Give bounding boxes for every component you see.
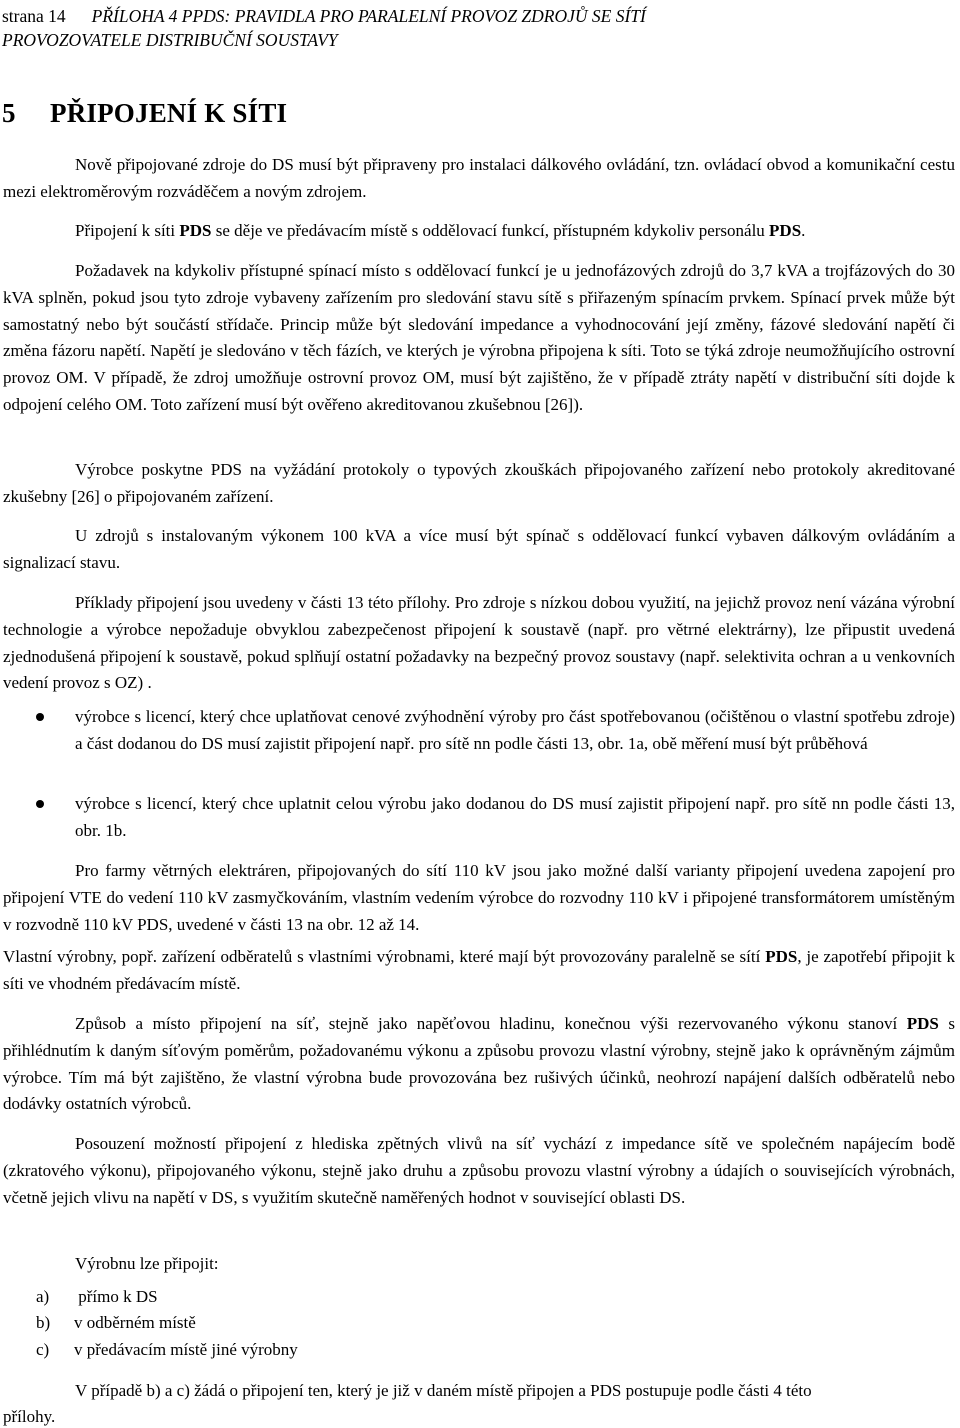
- bullet-icon: [36, 800, 44, 808]
- list-item: [36, 1337, 298, 1363]
- page-header: [2, 4, 646, 52]
- option-label: c): [36, 1340, 50, 1359]
- paragraph-examples: Příklady připojení jsou uvedeny v části 13 této přílohy. Pro zdroje s nízkou dobou využití, na jejichž provoz není vázána výrobní technologie a výrobce nepožaduje obvyklou zabezpečenost připojení k soustavě (např. pro větrné elektrárny), lze připustit uvedená zjednodušená připojení k soustavě, pokud splňují ostatní požadavky na bezpečný provoz soustavy (např. selektivita ochran a u venkovních vedení provoz s OZ) .: [3, 593, 955, 693]
- paragraph-connection-point: Připojení k síti PDS se děje ve předávacím místě s oddělovací funkcí, přístupném kdykoliv personálu PDS.: [75, 221, 806, 240]
- paragraph-assessment: Posouzení možností připojení z hlediska zpětných vlivů na síť vychází z impedance sítě ve společném napájecím bodě (zkratového výkonu), připojovaného výkonu, stejně jako druhu a způsobu provozu vlastní výrobny a údajích o souvisejících výrobnách, včetně jejich vlivu na napětí v DS, s využitím skutečně naměřených hodnot v související oblasti DS.: [3, 1134, 955, 1207]
- option-label: a): [36, 1287, 50, 1306]
- paragraph-final-end: přílohy.: [3, 1407, 56, 1426]
- paragraph-own-plants: Vlastní výrobny, popř. zařízení odběratelů s vlastními výrobnami, které mají být provozovány paralelně se sítí PDS, je zapotřebí připojit k síti ve vhodném předávacím místě.: [3, 947, 955, 993]
- paragraph-wind-farms: Pro farmy větrných elektráren, připojovaných do sítí 110 kV jsou jako možné další varianty připojení uvedena zapojení pro připojení VTE do vedení 110 kV zasmyčkováním, vlastním vedením výrobce do rozvodny 110 kV i připojené transformátorem umístěným v rozvodně 110 kV PDS, uvedené v části 13 na obr. 12 až 14.: [3, 861, 955, 934]
- option-label: b): [36, 1313, 51, 1332]
- paragraph-switching-point: Požadavek na kdykoliv přístupné spínací místo s oddělovací funkcí je u jednofázových zdrojů do 3,7 kVA a trojfázových do 30 kVA splněn, pokud jsou tyto zdroje vybaveny zařízením pro sledování stavu sítě s přiřazeným spínacím prvkem. Spínací prvek může být samostatný nebo být součástí střídače. Princip může být sledování impedance a vyhodnocování její změny, fázové sledování napětí či změna fázoru napětí. Napětí je sledováno v těch fázích, ve kterých je výrobna připojena k síti. Toto se týká zdroje neumožňujícího ostrovní provoz OM. V případě, že zdroj umožňuje ostrovní provoz OM, musí být zajištěno, že v případě ztráty napětí v distribuční síti dojde k odpojení celého OM. Toto zařízení musí být ověřeno akreditovanou zkušebnou [26]).: [3, 261, 955, 414]
- option-text: v odběrném místě: [74, 1313, 196, 1332]
- paragraph-method: Způsob a místo připojení na síť, stejně jako napěťovou hladinu, konečnou výši rezervovaného výkonu stanoví PDS s přihlédnutím k daným síťovým poměrům, požadovanému výkonu a způsobu provozu vlastní výrobny, stejně jako k oprávněným zájmům výrobce. Tím má být zajištěno, že vlastní výrobna bude provozována bez rušivých účinků, neohrozí napájení dalších odběratelů nebo dodávky ostatních výrobců.: [3, 1014, 955, 1114]
- option-text: v předávacím místě jiné výrobny: [74, 1340, 298, 1359]
- paragraph-100kva: U zdrojů s instalovaným výkonem 100 kVA a více musí být spínač s oddělovací funkcí vybaven dálkovým ovládáním a signalizací stavu.: [3, 526, 955, 572]
- header-title-line1: PŘÍLOHA 4 PPDS: PRAVIDLA PRO PARALELNÍ PROVOZ ZDROJŮ SE SÍTÍ: [91, 6, 646, 26]
- section-heading: [2, 98, 287, 129]
- header-title-line2: PROVOZOVATELE DISTRIBUČNÍ SOUSTAVY: [2, 30, 338, 50]
- list-item: [36, 1310, 196, 1336]
- list-item: [36, 1284, 158, 1310]
- paragraph-final: V případě b) a c) žádá o připojení ten, který je již v daném místě připojen a PDS postupuje podle části 4 této: [75, 1381, 812, 1400]
- bullet-text: výrobce s licencí, který chce uplatňovat cenové zvýhodnění výroby pro část spotřebovanou (očištěnou o vlastní spotřebu zdroje) a část dodanou do DS musí zajistit připojení např. pro sítě nn podle části 13, obr. 1a, obě měření musí být průběhová: [75, 707, 955, 753]
- section-number: 5: [2, 98, 16, 128]
- bullet-icon: [36, 713, 44, 721]
- paragraph-remote-control: Nově připojované zdroje do DS musí být připraveny pro instalaci dálkového ovládání, tzn. ovládací obvod a komunikační cestu mezi elektroměrovým rozváděčem a novým zdrojem.: [3, 155, 955, 201]
- bullet-text: výrobce s licencí, který chce uplatnit celou výrobu jako dodanou do DS musí zajistit připojení např. pro sítě nn podle části 13, obr. 1b.: [75, 794, 955, 840]
- section-title: PŘIPOJENÍ K SÍTI: [50, 98, 288, 128]
- page-number: strana 14: [2, 6, 66, 26]
- paragraph-options-intro: Výrobnu lze připojit:: [75, 1254, 219, 1273]
- option-text: přímo k DS: [74, 1287, 158, 1306]
- paragraph-protocols: Výrobce poskytne PDS na vyžádání protokoly o typových zkouškách připojovaného zařízení nebo protokoly akreditované zkušebny [26] o připojovaném zařízení.: [3, 460, 955, 506]
